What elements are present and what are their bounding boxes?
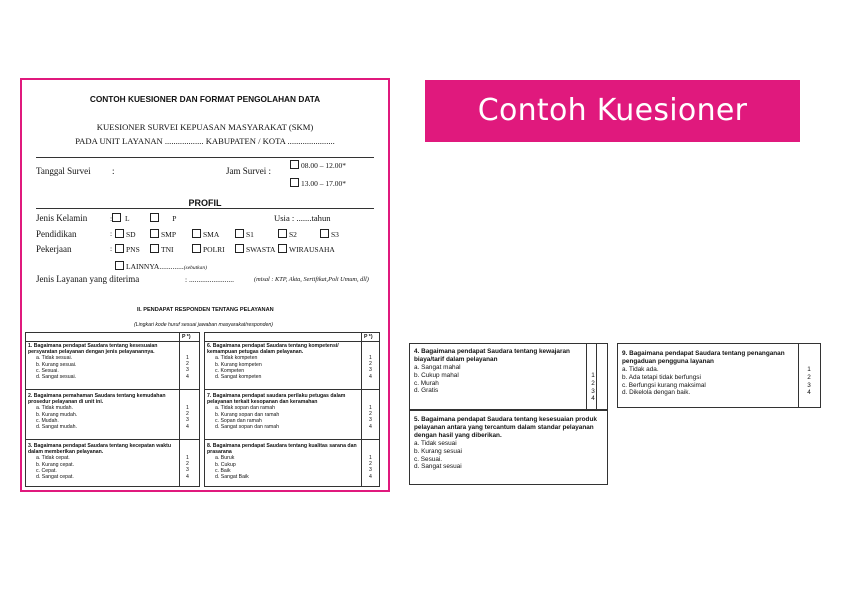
checkbox-icon bbox=[150, 213, 159, 222]
job-wirausaha: WIRAUSAHA bbox=[278, 244, 335, 254]
scores-2: 1 2 3 4 bbox=[186, 405, 189, 430]
job-swasta: SWASTA bbox=[235, 244, 275, 254]
checkbox-icon bbox=[150, 244, 159, 253]
scores-4: 1 2 3 4 bbox=[591, 372, 595, 403]
checkbox-icon bbox=[278, 229, 287, 238]
scores-6: 1 2 3 4 bbox=[369, 355, 372, 380]
checkbox-icon bbox=[115, 244, 124, 253]
checkbox-icon bbox=[320, 229, 329, 238]
tanggal-label: Tanggal Survei bbox=[36, 166, 91, 176]
question-8: 8. Bagaimana pendapat Saudara tentang kualitas sarana dan prasarana a. Buruk b. Cukup c. Baik d. Sangat Baik bbox=[207, 443, 357, 481]
checkbox-icon bbox=[235, 244, 244, 253]
gender-p: P bbox=[150, 213, 176, 223]
question-3: 3. Bagaimana pendapat Saudara tentang kecepatan waktu dalam memberikan pelayanan. a. Tidak cepat. b. Kurang cepat. c. Cepat. d. Sangat cepat. bbox=[28, 443, 171, 481]
question-card-4 bbox=[409, 343, 608, 410]
question-4: 4. Bagaimana pendapat Saudara tentang kewajaran biaya/tarif dalam pelayanan a. Sangat mahal b. Cukup mahal c. Murah d. Gratis bbox=[414, 348, 570, 395]
question-column-right bbox=[204, 332, 380, 487]
survey-title: KUESIONER SURVEI KEPUASAN MASYARAKAT (SKM) bbox=[96, 122, 314, 132]
pendidikan-label: Pendidikan bbox=[36, 229, 77, 239]
scores-3: 1 2 3 4 bbox=[186, 455, 189, 480]
question-2: 2. Bagaimana pemahaman Saudara tentang kemudahan prosedur pelayanan di unit ini. a. Tidak mudah. b. Kurang mudah. c. Mudah. d. Sangat mudah. bbox=[28, 393, 166, 431]
tanggal-colon: : bbox=[112, 166, 115, 176]
job-tni: TNI bbox=[150, 244, 174, 254]
pekerjaan-label: Pekerjaan bbox=[36, 244, 72, 254]
jam-option-1: 08.00 – 12.00* bbox=[290, 160, 346, 170]
divider bbox=[36, 157, 374, 158]
edu-smp: SMP bbox=[150, 229, 176, 239]
edu-s3: S3 bbox=[320, 229, 339, 239]
question-1: 1. Bagaimana pendapat Saudara tentang kesesuaian persyaratan pelayanan dengan jenis pelayanannya. a. Tidak sesuai. b. Kurang sesuai. c. Sesuai. d. Sangat sesuai. bbox=[28, 343, 158, 381]
edu-sma: SMA bbox=[192, 229, 219, 239]
gender-l: : L bbox=[110, 214, 130, 223]
job-lainnya: LAINNYA.............(sebutkan) bbox=[115, 261, 207, 271]
question-card-9 bbox=[617, 343, 821, 408]
question-7: 7. Bagaimana pendapat saudara perilaku petugas dalam pelayanan terkait kesopanan dan keramahan a. Tidak sopan dan ramah b. Kurang sopan dan ramah c. Sopan dan ramah d. Sangat sopan dan ramah bbox=[207, 393, 346, 431]
unit-line: PADA UNIT LAYANAN .................. KABUPATEN / KOTA ...................... bbox=[75, 136, 335, 146]
profil-heading: PROFIL bbox=[188, 198, 222, 208]
questionnaire-document: CONTOH KUESIONER DAN FORMAT PENGOLAHAN DATA KUESIONER SURVEI KEPUASAN MASYARAKAT (SKM) PADA UNIT LAYANAN .................. KABUPATEN / KOTA ...................... Tanggal Survei : Jam Survei : 08.00 – 12.00* 13.00 – 17.00* PROFIL Jenis Kelamin : L P Usia : .......tahun Pendidikan : SD SMP SMA S1 S2 S3 Pekerjaan : PNS TNI POLRI SWASTA WIRAUSAHA LAINNYA.............(sebutkan) Jenis Layanan yang diterima : ........................ (misal : KTP, Akta, Sertifikat,Poli Umum, dll) II. PENDAPAT RESPONDEN TENTANG PELAYANAN (Lingkari kode huruf sesuai jawaban masyarakat/responden) P *) 1. Bagaimana pendapat Saudara tentang kesesuaian persyaratan pelayanan dengan jenis pelayanannya. a. Tidak sesuai. b. Kurang sesuai. c. Sesuai. d. Sangat sesuai. 1 2 3 4 2. Bagaimana pemahaman Saudara tentang kemudahan prosedur pelayanan di unit ini. a. Tidak mudah. b. Kurang mudah. c. Mudah. d. Sangat mudah. 1 2 3 4 3. Bagaimana pendapat Saudara tentang kecepatan waktu dalam memberikan pelayanan. a. Tidak cepat. b. Kurang cepat. c. Cepat. d. Sangat cepat. 1 2 3 4 P *) 6. Bagaimana pendapat Saudara tentang kompetensi/ kemampuan petugas dalam pelayanan. a. Tidak kompeten b. Kurang kompeten c. Kompeten d. Sangat kompeten 1 2 3 4 7. Bagaimana pendapat saudara perilaku petugas dalam pelayanan terkait kesopanan dan keramahan a. Tidak sopan dan ramah b. Kurang sopan dan ramah c. Sopan dan ramah d. Sangat sopan dan ramah 1 2 3 4 8. Bagaimana pendapat Saudara tentang kualitas sarana dan prasarana a. Buruk b. Cukup c. Baik d. Sangat Baik 1 2 3 4 bbox=[20, 78, 390, 492]
checkbox-icon bbox=[235, 229, 244, 238]
checkbox-icon bbox=[150, 229, 159, 238]
checkbox-icon bbox=[290, 178, 299, 187]
question-column-left bbox=[25, 332, 200, 487]
profil-divider bbox=[36, 208, 374, 209]
question-9: 9. Bagaimana pendapat Saudara tentang penanganan pengaduan pengguna layanan a. Tidak ada. b. Ada tetapi tidak berfungsi c. Berfungsi kurang maksimal d. Dikelola dengan baik. bbox=[622, 350, 785, 397]
doc-heading: CONTOH KUESIONER DAN FORMAT PENGOLAHAN DATA bbox=[89, 94, 321, 104]
question-6: 6. Bagaimana pendapat Saudara tentang kompetensi/ kemampuan petugas dalam pelayanan. a. Tidak kompeten b. Kurang kompeten c. Kompeten d. Sangat kompeten bbox=[207, 343, 339, 381]
job-polri: POLRI bbox=[192, 244, 225, 254]
edu-sd: SD bbox=[115, 229, 136, 239]
checkbox-icon bbox=[192, 244, 201, 253]
checkbox-icon bbox=[112, 213, 121, 222]
jenis-kelamin-label: Jenis Kelamin bbox=[36, 213, 88, 223]
scores-7: 1 2 3 4 bbox=[369, 405, 372, 430]
layanan-value: : ........................ bbox=[185, 275, 234, 284]
job-pns: PNS bbox=[115, 244, 140, 254]
section-heading: II. PENDAPAT RESPONDEN TENTANG PELAYANAN bbox=[137, 307, 274, 313]
jam-label: Jam Survei : bbox=[226, 166, 271, 176]
layanan-label: Jenis Layanan yang diterima bbox=[36, 274, 140, 284]
edu-s1: S1 bbox=[235, 229, 254, 239]
scores-9: 1 2 3 4 bbox=[807, 366, 811, 397]
title-banner bbox=[425, 80, 800, 142]
instruction-note: (Lingkari kode huruf sesuai jawaban masyarakat/responden) bbox=[134, 322, 273, 328]
p-header: P *) bbox=[364, 334, 373, 340]
jam-option-2: 13.00 – 17.00* bbox=[290, 178, 346, 188]
banner-title: Contoh Kuesioner bbox=[477, 93, 748, 128]
checkbox-icon bbox=[290, 160, 299, 169]
usia-field: Usia : .......tahun bbox=[274, 213, 331, 223]
checkbox-icon bbox=[192, 229, 201, 238]
question-5: 5. Bagaimana pendapat Saudara tentang kesesuaian produk pelayanan antara yang tercantum dalam standar pelayanan dengan hasil yang diberikan. a. Tidak sesuai b. Kurang sesuai c. Sesuai. d. Sangat sesuai bbox=[414, 416, 597, 471]
p-header: P *) bbox=[182, 334, 191, 340]
layanan-note: (misal : KTP, Akta, Sertifikat,Poli Umum, dll) bbox=[254, 276, 369, 283]
checkbox-icon bbox=[115, 261, 124, 270]
scores-1: 1 2 3 4 bbox=[186, 355, 189, 380]
edu-s2: S2 bbox=[278, 229, 297, 239]
checkbox-icon bbox=[278, 244, 287, 253]
checkbox-icon bbox=[115, 229, 124, 238]
question-card-5 bbox=[409, 410, 608, 485]
scores-8: 1 2 3 4 bbox=[369, 455, 372, 480]
